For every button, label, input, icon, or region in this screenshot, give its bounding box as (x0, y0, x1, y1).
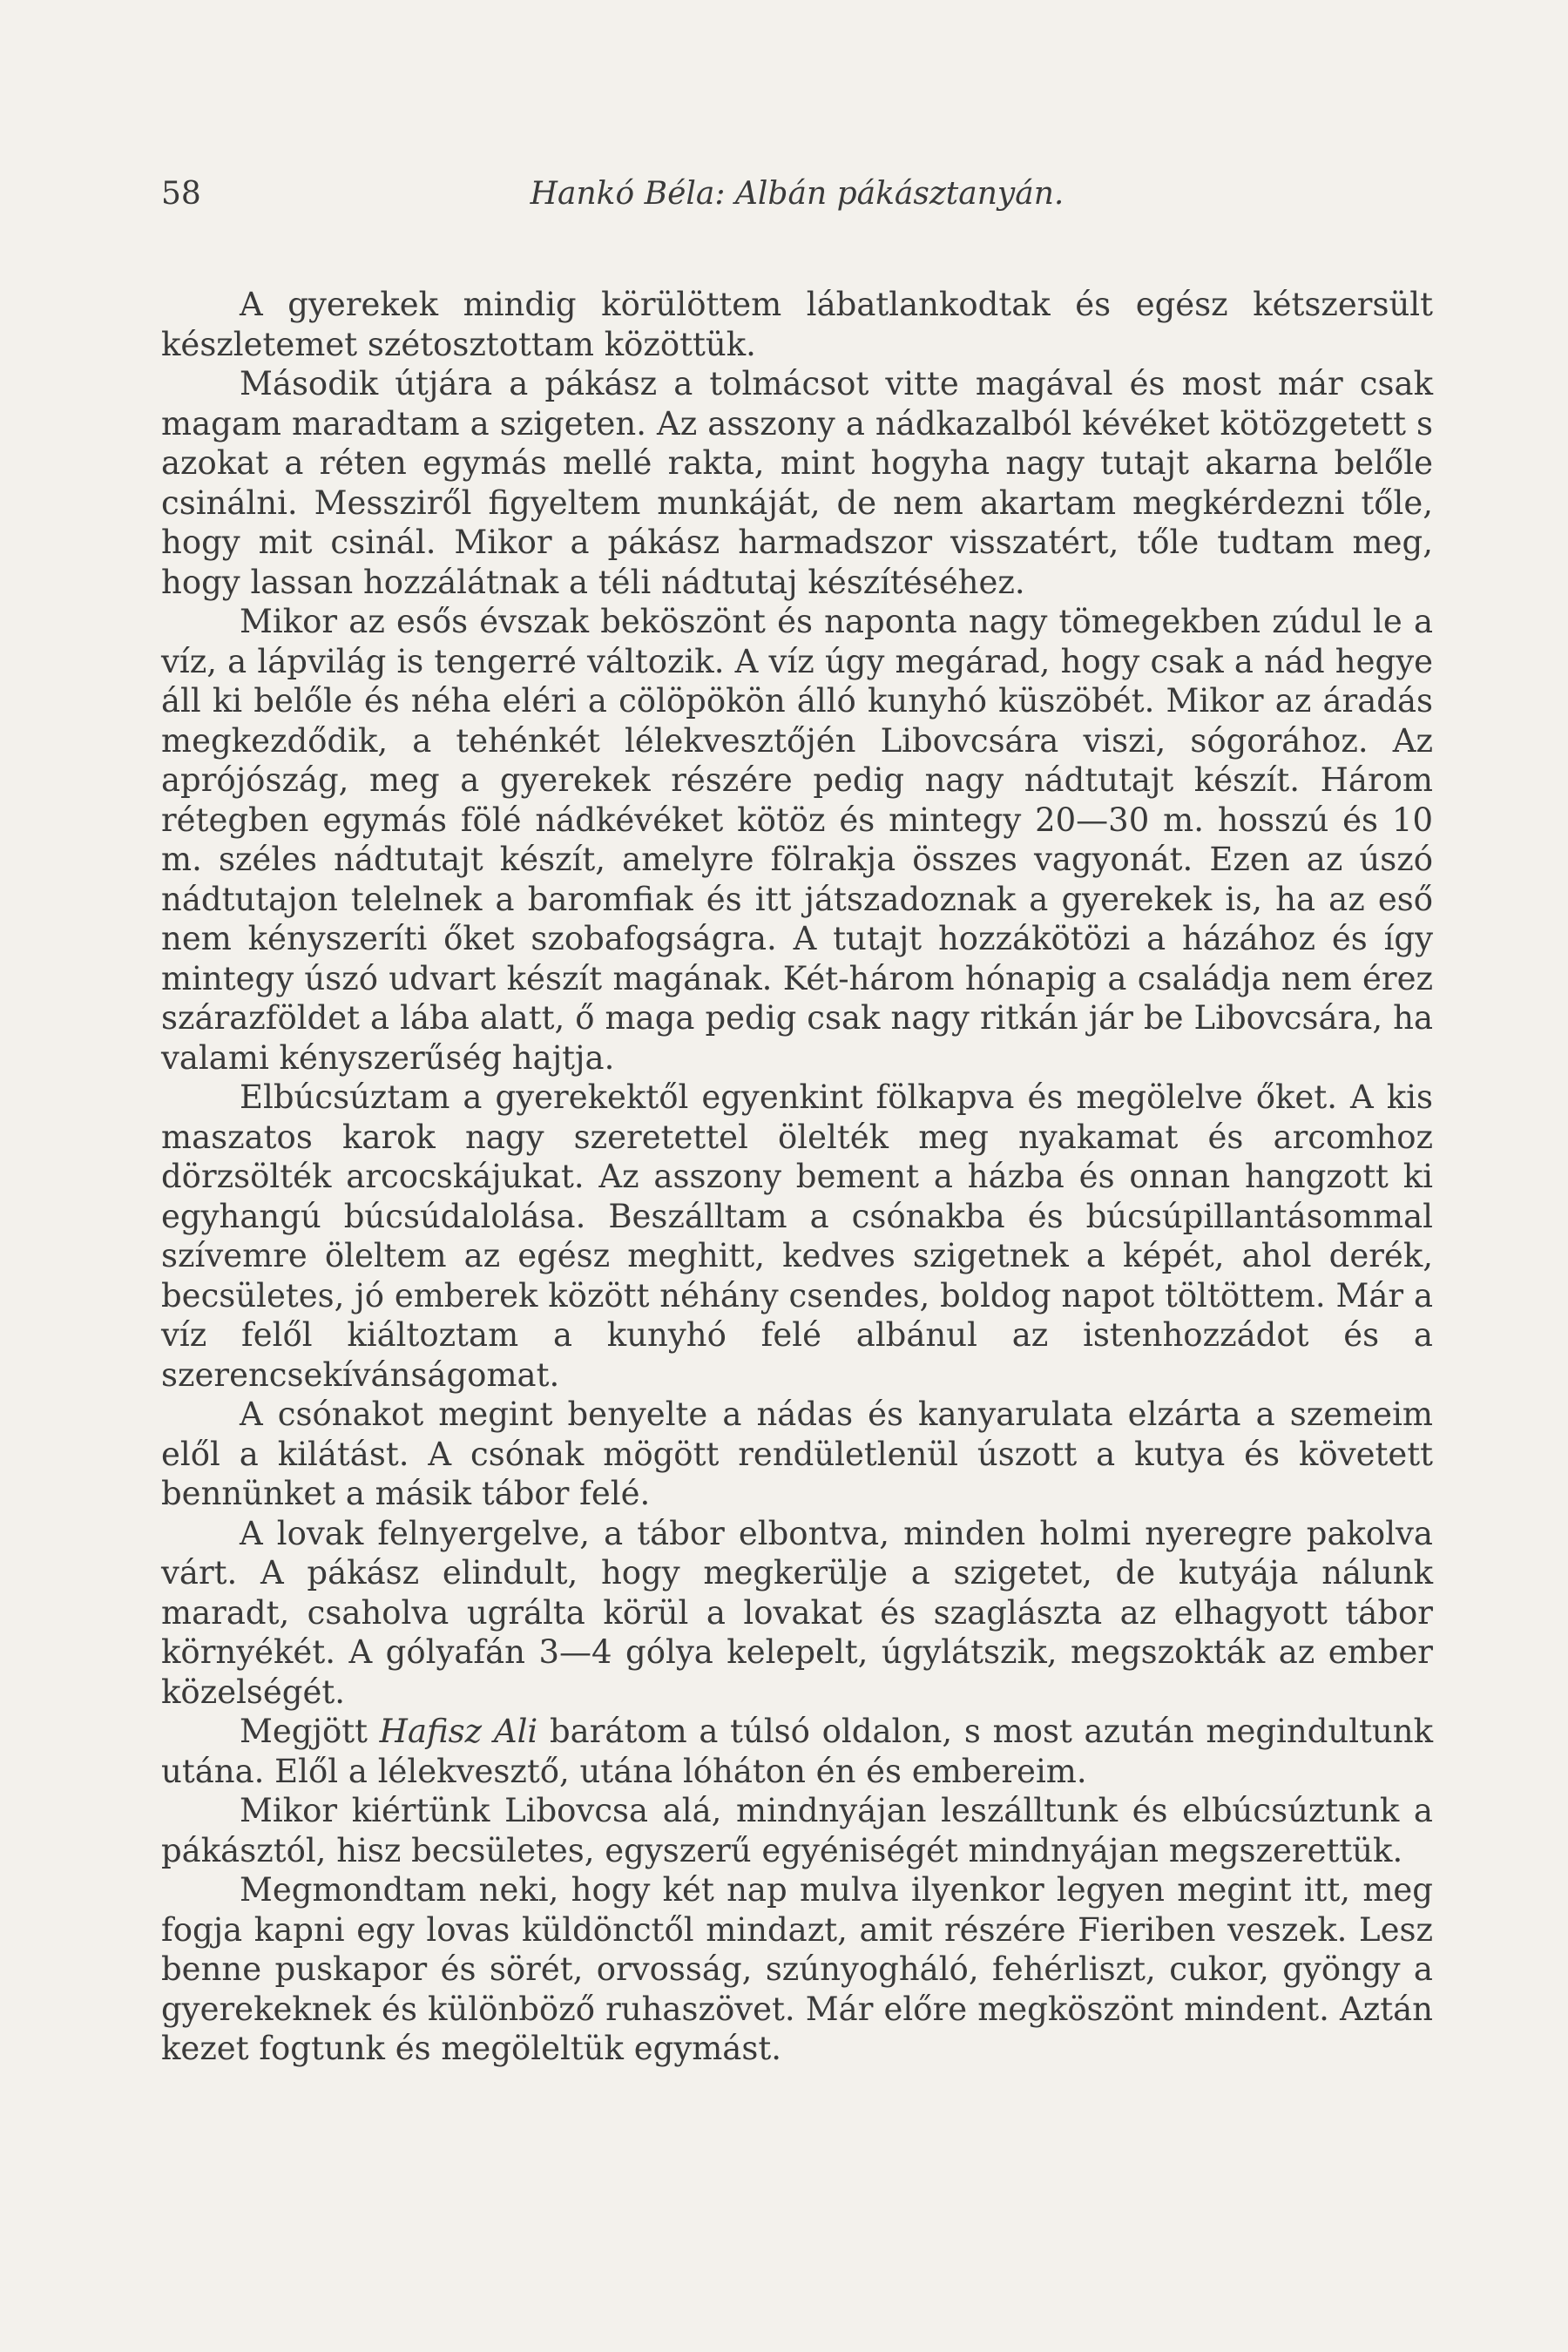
paragraph: Második útjára a pákász a tolmácsot vitte magával és most már csak magam maradtam a szigeten. Az asszony a nádkazalból kévéket kötözgetett s azokat a réten egymás mellé rakta, mint hogyha nagy tutajt akarna belőle csinálni. Messziről figyeltem munkáját, de nem akartam megkérdezni tőle, hogy mit csinál. Mikor a pákász harmadszor visszatért, tőle tudtam meg, hogy lassan hozzálátnak a téli nádtutaj készítéséhez. (161, 365, 1433, 601)
paragraph: A gyerekek mindig körülöttem lábatlankodtak és egész kétszersült készletemet szétosztottam közöttük. (161, 286, 1433, 363)
paragraph: Megmondtam neki, hogy két nap mulva ilyenkor legyen megint itt, meg fogja kapni egy lovas küldönctől mindazt, amit részére Fieriben veszek. Lesz benne puskapor és sörét, orvosság, szúnyogháló, fehérliszt, cukor, gyöngy a gyerekeknek és különböző ruhaszövet. Már előre megköszönt mindent. Aztán kezet fogtunk és megöleltük egymást. (161, 1871, 1433, 2067)
paragraph: Mikor az esős évszak beköszönt és naponta nagy tömegekben zúdul le a víz, a lápvilág is tengerré változik. A víz úgy megárad, hogy csak a nád hegye áll ki belőle és néha eléri a cölöpökön álló kunyhó küszöbét. Mikor az áradás megkezdődik, a tehénkét lélekvesztőjén Libovcsára viszi, sógorához. Az aprójószág, meg a gyerekek részére pedig nagy nádtutajt készít. Három rétegben egymás fölé nádkévéket kötöz és mintegy 20—30 m. hosszú és 10 m. széles nádtutajt készít, amelyre fölrakja összes vagyonát. Ezen az úszó nádtutajon telelnek a baromfiak és itt játszadoznak a gyerekek is, ha az eső nem kényszeríti őket szobafogságra. A tutajt hozzákötözi a házához és így mintegy úszó udvart készít magának. Két-három hónapig a családja nem érez szárazföldet a lába alatt, ő maga pedig csak nagy ritkán jár be Libovcsára, ha valami kényszerűség hajtja. (161, 603, 1433, 1077)
page-header (161, 172, 1433, 216)
paragraph: A lovak felnyergelve, a tábor elbontva, minden holmi nyeregre pakolva várt. A pákász elindult, hogy megkerülje a szigetet, de kutyája nálunk maradt, csaholva ugrálta körül a lovakat és szaglászta az elhagyott tábor környékét. A gólyafán 3—4 gólya kelepelt, úgylátszik, megszokták az ember közelségét. (161, 1514, 1433, 1711)
page-number: 58 (161, 176, 201, 212)
paragraph-text: Megjött (240, 1713, 380, 1750)
paragraph: Mikor kiértünk Libovcsa alá, mindnyájan leszálltunk és elbúcsúztunk a pákásztól, hisz becsületes, egyszerű egyéniségét mindnyájan megszerettük. (161, 1792, 1433, 1869)
paragraph: A csónakot megint benyelte a nádas és kanyarulata elzárta a szemeim elől a kilátást. A csónak mögött rendületlenül úszott a kutya és követett bennünket a másik tábor felé. (161, 1396, 1433, 1512)
paragraph: Elbúcsúztam a gyerekektől egyenkint fölkapva és megölelve őket. A kis maszatos karok nagy szeretettel ölelték meg nyakamat és arcomhoz dörzsölték arcocskájukat. Az asszony bement a házba és onnan hangzott ki egyhangú búcsúdalolása. Beszálltam a csónakba és búcsúpillantásommal szívemre öleltem az egész meghitt, kedves szigetnek a képét, ahol derék, becsületes, jó emberek között néhány csendes, boldog napot töltöttem. Már a víz felől kiáltoztam a kunyhó felé albánul az istenhozzádot és a szerencsekívánságomat. (161, 1078, 1433, 1394)
running-title: Hankó Béla: Albán pákásztanyán. (530, 176, 1064, 212)
person-name: Hafisz Ali (379, 1713, 538, 1750)
paragraph-text: barátom a túlsó oldalon, s most azután megindultunk utána. Elől a lélekvesztő, utána lóháton én és embereim. (161, 1713, 1433, 1790)
body-text (161, 285, 1433, 2069)
paragraph-hafisz (161, 1712, 1433, 1791)
